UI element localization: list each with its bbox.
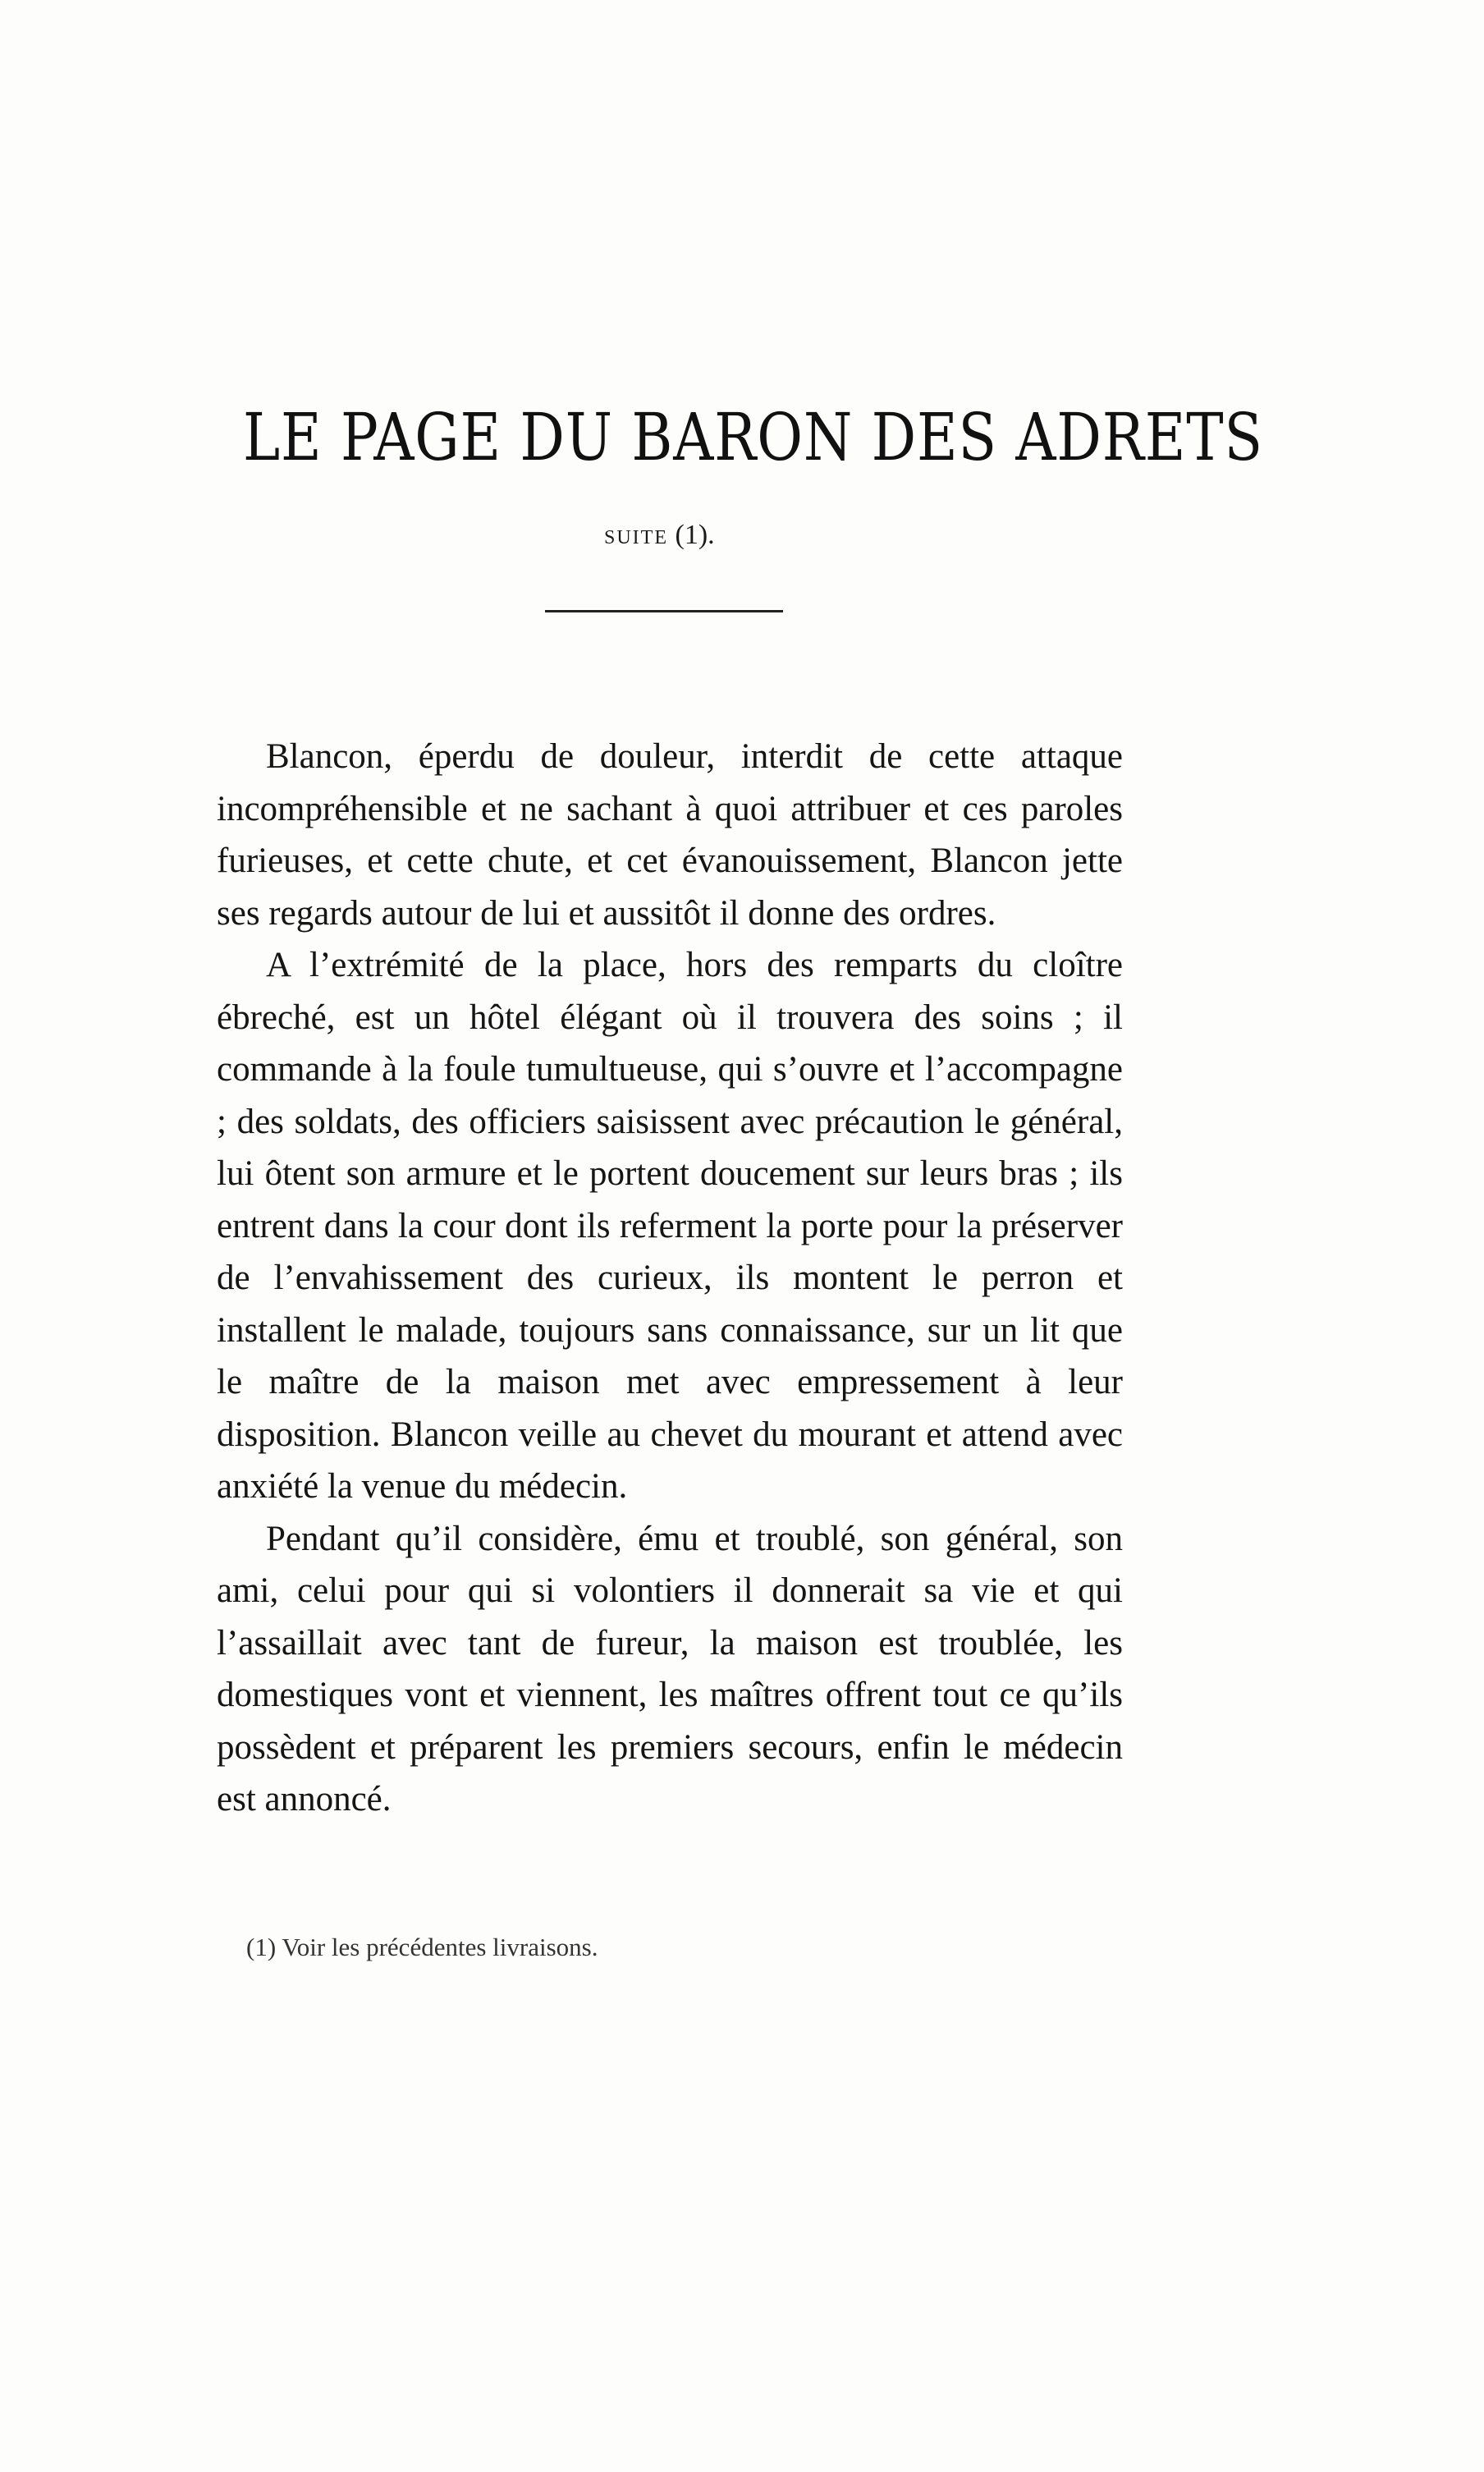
subtitle-label: SUITE bbox=[604, 527, 668, 548]
footnote: (1) Voir les précédentes livraisons. bbox=[246, 1933, 598, 1961]
title-divider bbox=[545, 610, 783, 612]
paragraph: Pendant qu’il considère, ému et troublé, son général, son ami, celui pour qui si volontiers il donnerait sa vie et qui l’assaillait avec tant de fureur, la maison est troublée, les domestiques vont et viennent, les maîtres offrent tout ce qu’ils possèdent et préparent les premiers secours, enfin le médecin est annoncé. bbox=[217, 1519, 1123, 1818]
paragraph: Blancon, éperdu de douleur, interdit de cette attaque incompréhensible et ne sachant à quoi attribuer et ces paroles furieuses, et cette chute, et cet évanouissement, Blancon jette ses regards autour de lui et aussitôt il donne des ordres. bbox=[217, 737, 1123, 933]
body-text bbox=[217, 731, 1123, 1826]
paragraph: A l’extrémité de la place, hors des remparts du cloître ébreché, est un hôtel élégant où il trouvera des soins ; il commande à la foule tumultueuse, qui s’ouvre et l’accompagne ; des soldats, des officiers saisissent avec précaution le général, lui ôtent son armure et le portent doucement sur leurs bras ; ils entrent dans la cour dont ils referment la porte pour la préserver de l’envahissement des curieux, ils montent le perron et installent le malade, toujours sans connaissance, sur un lit que le maître de la maison met avec empressement à leur disposition. Blancon veille au chevet du mourant et attend avec anxiété la venue du médecin. bbox=[217, 946, 1123, 1506]
footnote-reference: (1). bbox=[675, 520, 715, 550]
page-title: LE PAGE DU BARON DES ADRETS bbox=[243, 399, 1263, 475]
subtitle bbox=[604, 516, 715, 557]
